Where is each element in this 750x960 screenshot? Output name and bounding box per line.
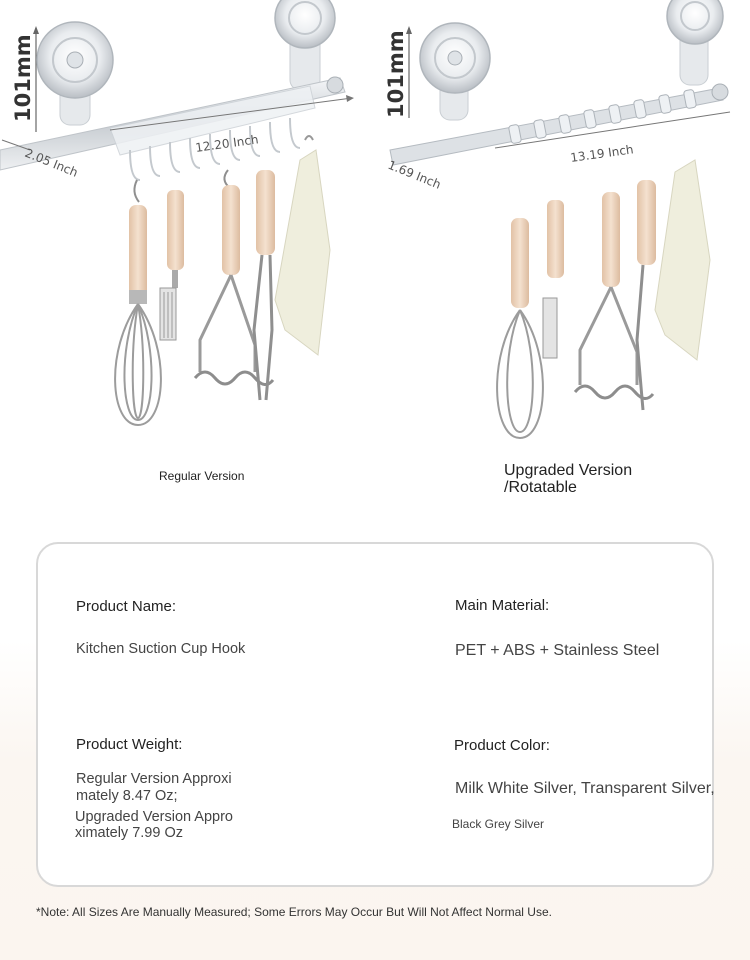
main-material-title: Main Material: — [455, 597, 550, 614]
regular-version-caption: Regular Version — [159, 469, 245, 483]
product-weight-title: Product Weight: — [76, 736, 183, 753]
suction-cup — [420, 23, 490, 120]
depth-label: 1.69 Inch — [385, 157, 443, 192]
upgraded-version-image — [375, 0, 750, 455]
product-name-value: Kitchen Suction Cup Hook — [76, 641, 246, 657]
suction-cup — [275, 0, 335, 90]
towel — [655, 160, 710, 360]
regular-version-image — [0, 0, 375, 455]
towel — [275, 136, 330, 355]
whisk-tool — [115, 180, 161, 425]
product-color-title: Product Color: — [454, 737, 550, 754]
upgraded-version-caption: Upgraded Version /Rotatable — [504, 462, 633, 496]
length-label: 12.20 Inch — [194, 132, 260, 155]
product-weight-line: Upgraded Version Appro — [75, 809, 233, 825]
height-label: 101mm — [384, 30, 408, 118]
tongs-tool — [637, 180, 656, 410]
suction-cup — [667, 0, 723, 85]
product-weight-line: Regular Version Approxi — [76, 771, 232, 787]
spatula-tool — [543, 200, 564, 358]
whisk-tool — [497, 218, 543, 438]
height-dimension — [384, 26, 412, 118]
product-name-title: Product Name: — [76, 598, 177, 615]
product-weight-line: mately 8.47 Oz; — [76, 788, 178, 804]
length-label: 13.19 Inch — [569, 142, 635, 165]
height-label: 101mm — [11, 34, 35, 122]
measurement-note: *Note: All Sizes Are Manually Measured; Some Errors May Occur But Will Not Affect Normal Use. — [36, 905, 552, 919]
height-dimension — [11, 26, 39, 132]
main-material-value: PET + ABS + Stainless Steel — [455, 642, 660, 659]
tongs-tool — [254, 170, 275, 400]
spatula-tool — [160, 190, 184, 340]
suction-cup — [37, 22, 113, 125]
product-color-line: Black Grey Silver — [452, 817, 545, 831]
depth-dimension — [386, 158, 443, 192]
depth-label: 2.05 Inch — [22, 145, 80, 180]
product-weight-line: ximately 7.99 Oz — [75, 825, 183, 841]
product-color-line: Milk White Silver, Transparent Silver, — [455, 780, 715, 797]
